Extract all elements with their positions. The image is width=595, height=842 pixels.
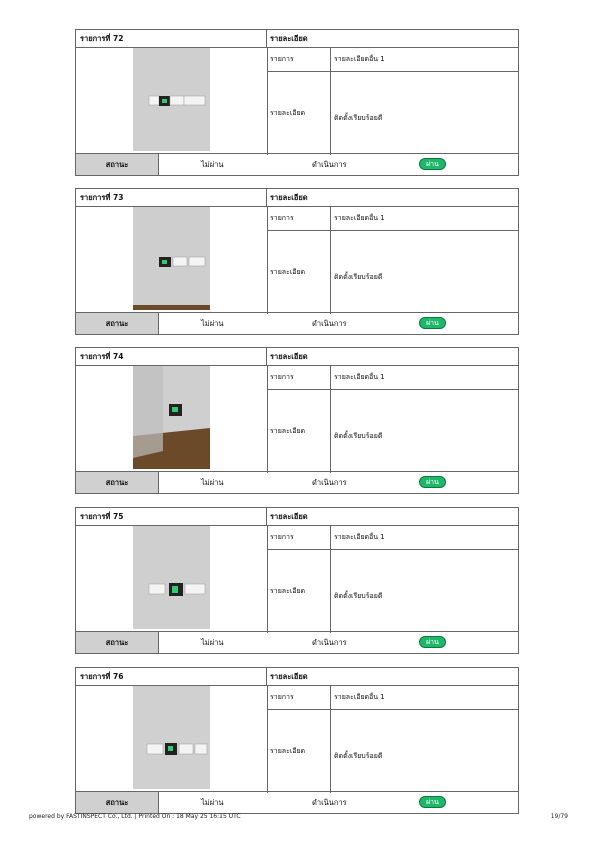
status-row xyxy=(76,791,518,813)
status-pass-badge[interactable]: ผ่าน xyxy=(419,796,446,808)
item-value: รายละเอียดอื่น 1 xyxy=(334,532,385,541)
item-row xyxy=(267,685,518,710)
item-title: รายการที่ 75 xyxy=(76,508,267,525)
photo-cell xyxy=(76,206,268,314)
status-label: สถานะ xyxy=(76,472,159,493)
status-label: สถานะ xyxy=(76,154,159,175)
item-value: รายละเอียดอื่น 1 xyxy=(334,692,385,701)
item-title: รายการที่ 74 xyxy=(76,348,267,365)
card-header xyxy=(76,508,518,526)
detail-header: รายละเอียด xyxy=(270,34,308,43)
status-fail-option[interactable]: ไม่ผ่าน xyxy=(201,318,224,328)
item-value: รายละเอียดอื่น 1 xyxy=(334,54,385,63)
inspection-card xyxy=(75,347,519,494)
item-title: รายการที่ 72 xyxy=(76,30,267,47)
item-label: รายการ xyxy=(267,365,331,389)
status-row xyxy=(76,471,518,493)
inspection-card xyxy=(75,29,519,176)
status-fail-option[interactable]: ไม่ผ่าน xyxy=(201,797,224,807)
detail-label: รายละเอียด xyxy=(267,71,331,155)
status-label: สถานะ xyxy=(76,632,159,653)
item-row xyxy=(267,206,518,231)
status-inprogress-option[interactable]: ดำเนินการ xyxy=(312,637,347,647)
detail-label: รายละเอียด xyxy=(267,230,331,314)
photo-cell xyxy=(76,47,268,155)
item-label: รายการ xyxy=(267,47,331,71)
status-label: สถานะ xyxy=(76,313,159,334)
detail-header: รายละเอียด xyxy=(270,672,308,681)
detail-row xyxy=(267,389,518,473)
status-fail-option[interactable]: ไม่ผ่าน xyxy=(201,159,224,169)
item-label: รายการ xyxy=(267,525,331,549)
status-row xyxy=(76,631,518,653)
card-header xyxy=(76,668,518,686)
detail-value: ติดตั้งเรียบร้อยดี xyxy=(334,431,383,440)
footer-credit: powered by FASTINSPECT Co., Ltd. | Printed On : 18 May 25 16:15 UTC xyxy=(29,813,241,820)
page-number: 19/79 xyxy=(550,813,568,820)
detail-header: รายละเอียด xyxy=(270,193,308,202)
item-row xyxy=(267,365,518,390)
detail-row xyxy=(267,709,518,793)
detail-row xyxy=(267,71,518,155)
status-inprogress-option[interactable]: ดำเนินการ xyxy=(312,797,347,807)
status-inprogress-option[interactable]: ดำเนินการ xyxy=(312,159,347,169)
status-row xyxy=(76,153,518,175)
status-inprogress-option[interactable]: ดำเนินการ xyxy=(312,318,347,328)
status-row xyxy=(76,312,518,334)
item-row xyxy=(267,525,518,550)
detail-label: รายละเอียด xyxy=(267,389,331,473)
inspection-photo[interactable] xyxy=(133,48,210,151)
inspection-photo[interactable] xyxy=(133,366,210,469)
inspection-photo[interactable] xyxy=(133,207,210,310)
photo-cell xyxy=(76,685,268,793)
status-label: สถานะ xyxy=(76,792,159,813)
status-pass-badge[interactable]: ผ่าน xyxy=(419,158,446,170)
status-pass-badge[interactable]: ผ่าน xyxy=(419,636,446,648)
item-title: รายการที่ 76 xyxy=(76,668,267,685)
item-label: รายการ xyxy=(267,206,331,230)
card-header xyxy=(76,30,518,48)
detail-header: รายละเอียด xyxy=(270,512,308,521)
status-pass-badge[interactable]: ผ่าน xyxy=(419,476,446,488)
item-title: รายการที่ 73 xyxy=(76,189,267,206)
status-pass-badge[interactable]: ผ่าน xyxy=(419,317,446,329)
detail-label: รายละเอียด xyxy=(267,549,331,633)
photo-cell xyxy=(76,525,268,633)
detail-header: รายละเอียด xyxy=(270,352,308,361)
detail-value: ติดตั้งเรียบร้อยดี xyxy=(334,751,383,760)
card-header xyxy=(76,189,518,207)
inspection-card xyxy=(75,188,519,335)
inspection-photo[interactable] xyxy=(133,526,210,629)
item-value: รายละเอียดอื่น 1 xyxy=(334,372,385,381)
inspection-photo[interactable] xyxy=(133,686,210,789)
item-row xyxy=(267,47,518,72)
status-inprogress-option[interactable]: ดำเนินการ xyxy=(312,477,347,487)
card-header xyxy=(76,348,518,366)
status-fail-option[interactable]: ไม่ผ่าน xyxy=(201,477,224,487)
detail-value: ติดตั้งเรียบร้อยดี xyxy=(334,113,383,122)
detail-label: รายละเอียด xyxy=(267,709,331,793)
detail-row xyxy=(267,230,518,314)
item-value: รายละเอียดอื่น 1 xyxy=(334,213,385,222)
inspection-card xyxy=(75,667,519,814)
detail-value: ติดตั้งเรียบร้อยดี xyxy=(334,591,383,600)
detail-row xyxy=(267,549,518,633)
detail-value: ติดตั้งเรียบร้อยดี xyxy=(334,272,383,281)
photo-cell xyxy=(76,365,268,473)
item-label: รายการ xyxy=(267,685,331,709)
inspection-card xyxy=(75,507,519,654)
status-fail-option[interactable]: ไม่ผ่าน xyxy=(201,637,224,647)
